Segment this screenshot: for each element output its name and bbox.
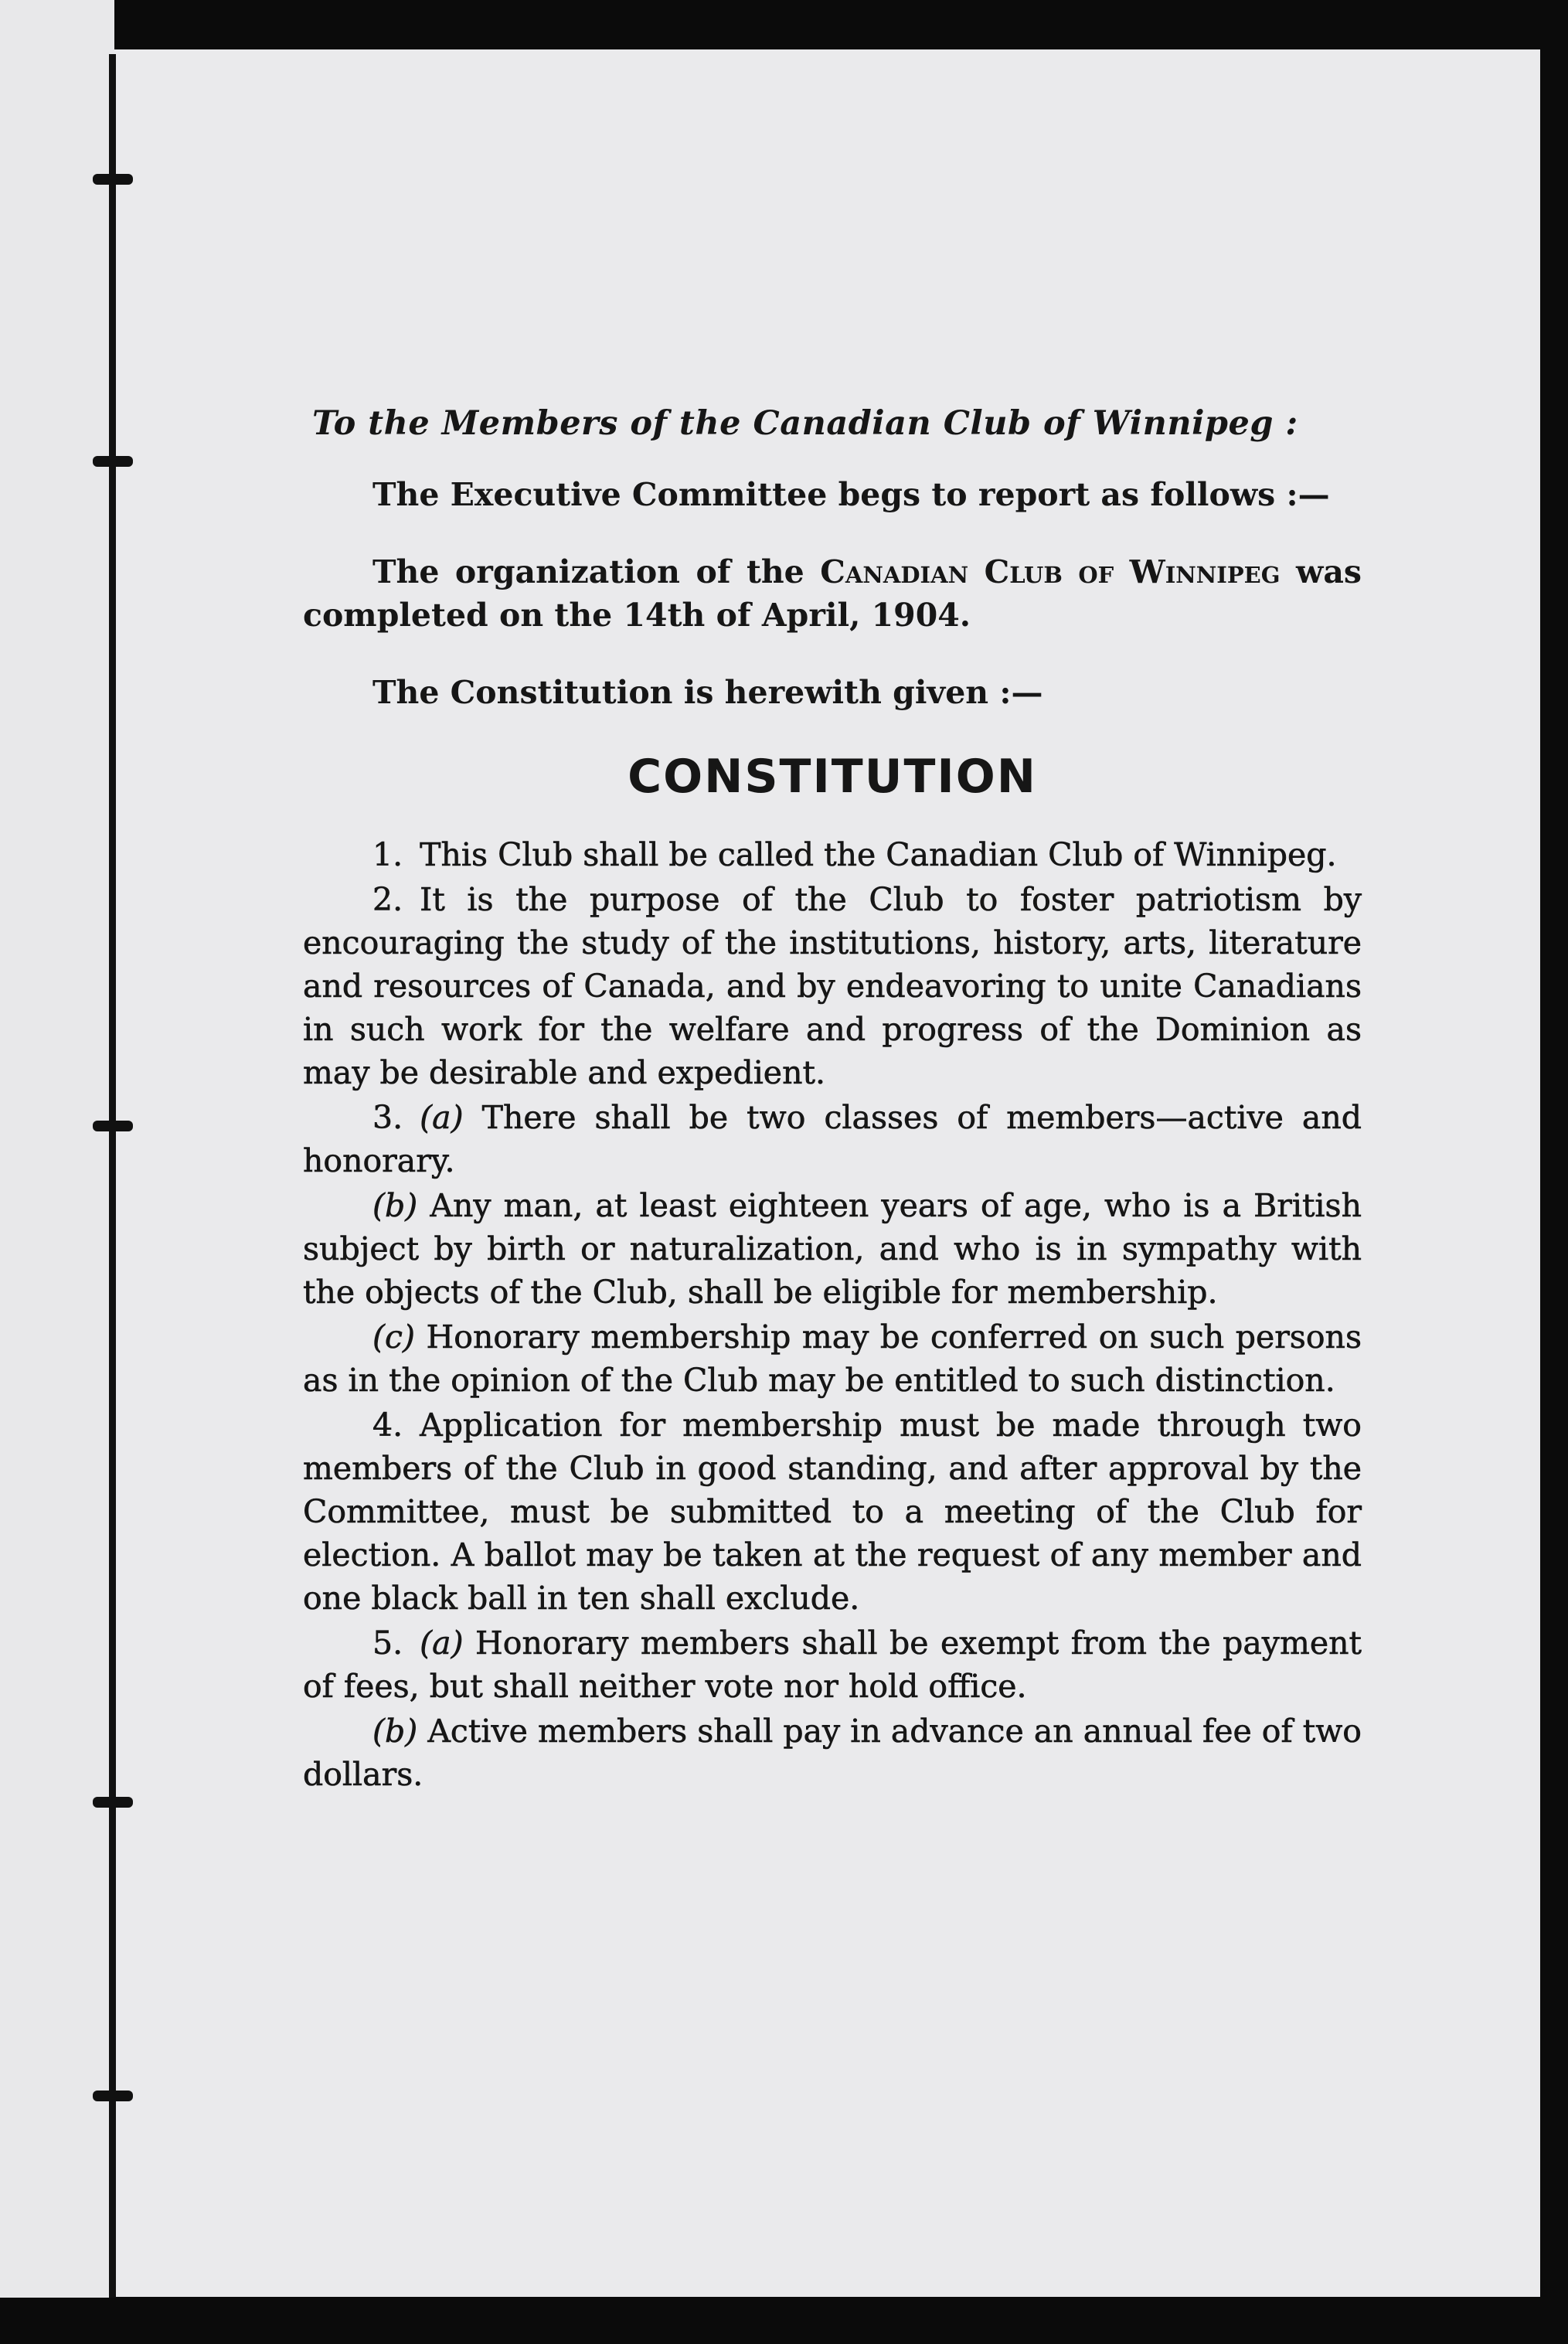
clause-3a [303,1096,1362,1182]
clause-subsection-marker: (c) [372,1318,415,1356]
clause-subsection-marker: (a) [420,1624,464,1662]
clause-subsection-marker: (b) [372,1187,418,1224]
clause-2 [303,878,1362,1094]
intro-organization-text: The organization of the [372,553,821,590]
salutation: To the Members of the Canadian Club of Winnipeg : [312,404,1298,443]
club-name: Canadian Club of Winnipeg [820,553,1281,590]
clause-5b [303,1710,1362,1796]
clause-text: Honorary members shall be exempt from the payment of fees, but shall neither vote nor hold office. [303,1624,1362,1705]
clause-number: 4. [372,1407,403,1444]
clause-number: 5. [372,1624,403,1662]
page-binding-margin [0,0,114,2344]
binding-stitch-mark [93,1797,133,1808]
constitution-heading: CONSTITUTION [628,750,1037,804]
document-body [303,402,1362,1798]
binding-stitch-mark [93,174,133,185]
clause-subsection-marker: (b) [372,1713,418,1750]
clause-text: Honorary membership may be conferred on such persons as in the opinion of the Club may be entitled to such distinction. [303,1318,1362,1399]
clause-text: There shall be two classes of members—active and honorary. [303,1099,1362,1179]
clause-5a [303,1621,1362,1708]
binding-stitch-mark [93,2091,133,2101]
binding-stitch-mark [93,456,133,467]
clause-text: Any man, at least eighteen years of age, who is a British subject by birth or naturalization, and who is in sympathy with the objects of the Club, shall be eligible for membership. [303,1187,1362,1311]
clause-1 [303,833,1362,876]
clause-number: 2. [372,881,403,918]
binding-stitch-line [109,54,116,2326]
clause-3c [303,1315,1362,1402]
intro-organization-paragraph [303,550,1362,637]
clause-text: It is the purpose of the Club to foster patriotism by encouraging the study of the institutions, history, arts, literature and resources of Canada, and by endeavoring to unite Canadians in such work for the welfare and progress of the Dominion as may be desirable and expedient. [303,881,1362,1091]
clause-text: Active members shall pay in advance an annual fee of two dollars. [303,1713,1362,1793]
intro-organization-date: was completed on the 14th of April, 1904. [303,553,1362,634]
scan-bottom-border [0,2298,1568,2344]
clause-4 [303,1403,1362,1620]
clause-number: 1. [372,836,403,873]
clause-subsection-marker: (a) [420,1099,464,1136]
intro-constitution-line: The Constitution is herewith given :— [372,674,1043,711]
clause-text: This Club shall be called the Canadian Club of Winnipeg. [420,836,1337,873]
scan-right-border [1540,0,1568,2344]
binding-stitch-mark [93,1121,133,1131]
clause-3b [303,1184,1362,1314]
clause-number: 3. [372,1099,403,1136]
clause-text: Application for membership must be made through two members of the Club in good standing, and after approval by the Committee, must be submitted to a meeting of the Club for election. A ballot may be taken at the request of any member and one black ball in ten shall exclude. [303,1407,1362,1617]
intro-report-line: The Executive Committee begs to report as follows :— [372,476,1330,513]
